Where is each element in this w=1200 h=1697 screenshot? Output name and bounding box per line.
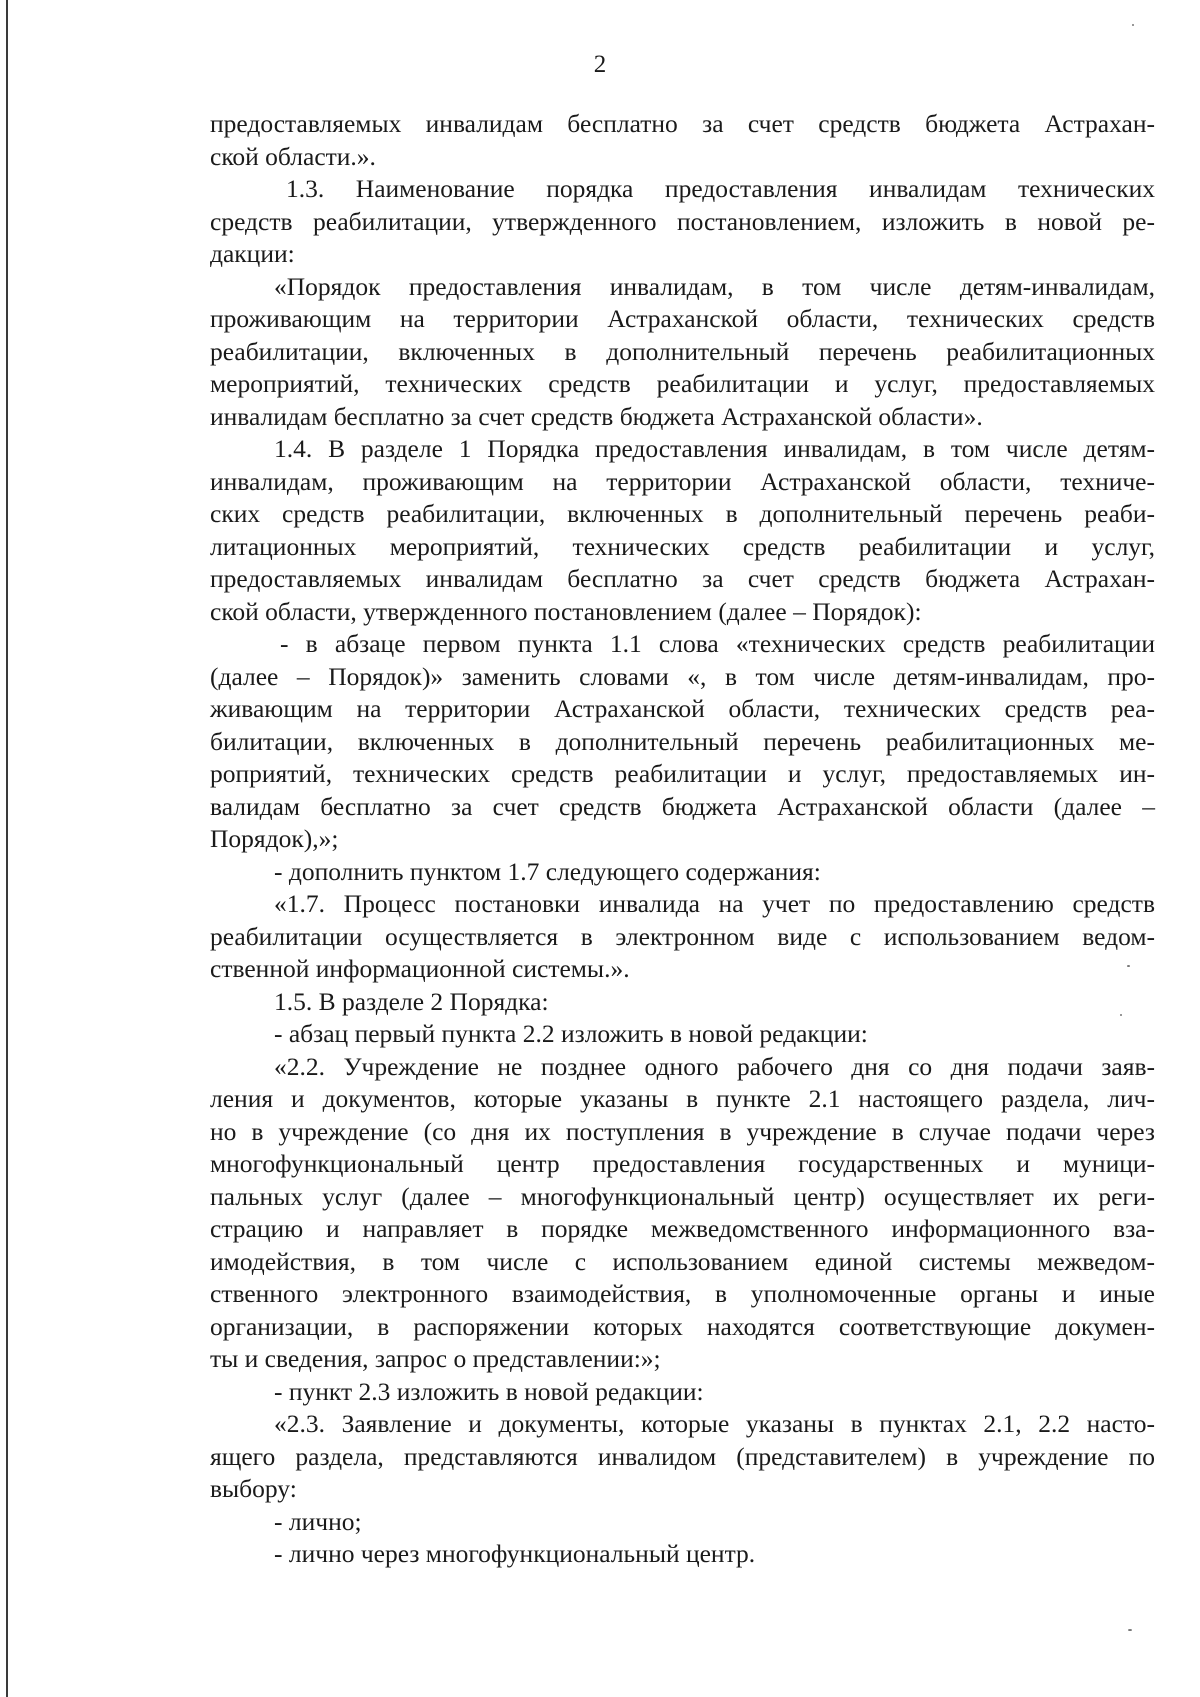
text-line: имодействия, в том числе с использованием единой системы межведом- (210, 1246, 1155, 1276)
text-line: предоставляемых инвалидам бесплатно за счет средств бюджета Астрахан- (210, 564, 1155, 593)
text-line: реабилитации, включенных в дополнительный перечень реабилитационных (210, 336, 1155, 366)
text-line: (далее – Порядок)» заменить словами «, в том числе детям-инвалидам, про- (210, 661, 1155, 691)
text-line: литационных мероприятий, технических средств реабилитации и услуг, (210, 531, 1155, 561)
text-line: ской области.». (210, 141, 376, 171)
text-line: ской области, утвержденного постановлением (далее – Порядок): (210, 596, 922, 626)
text-line: реабилитации осуществляется в электронном виде с использованием ведом- (210, 921, 1155, 951)
scan-edge (6, 0, 8, 1697)
text-line: 1.5. В разделе 2 Порядка: (274, 986, 549, 1016)
text-line: инвалидам, проживающим на территории Астраханской области, техниче- (210, 466, 1155, 496)
text-line: 1.3. Наименование порядка предоставления инвалидам технических (286, 174, 1155, 203)
text-line: инвалидам бесплатно за счет средств бюджета Астраханской области». (210, 401, 983, 431)
text-line: мероприятий, технических средств реабилитации и услуг, предоставляемых (210, 369, 1155, 398)
scan-speck (1128, 1629, 1132, 1631)
text-line: организации, в распоряжении которых находятся соответствующие докумен- (210, 1311, 1155, 1341)
text-line: роприятий, технических средств реабилитации и услуг, предоставляемых ин- (210, 759, 1155, 788)
text-line: Порядок),»; (210, 824, 339, 853)
text-line: ских средств реабилитации, включенных в дополнительный перечень реаби- (210, 499, 1155, 528)
text-line: билитации, включенных в дополнительный перечень реабилитационных ме- (210, 726, 1155, 756)
text-line: страцию и направляет в порядке межведомственного информационного вза- (210, 1214, 1155, 1243)
text-line: ственной информационной системы.». (210, 954, 630, 983)
text-line: проживающим на территории Астраханской области, технических средств (210, 304, 1155, 333)
text-line: «2.2. Учреждение не позднее одного рабочего дня со дня подачи заяв- (274, 1051, 1155, 1081)
text-line: ты и сведения, запрос о представлении:»; (210, 1344, 661, 1373)
scan-speck (1132, 24, 1134, 26)
text-line: ящего раздела, представляются инвалидом (представителем) в учреждение по (210, 1441, 1155, 1471)
text-line: предоставляемых инвалидам бесплатно за счет средств бюджета Астрахан- (210, 109, 1155, 138)
text-line: средств реабилитации, утвержденного постановлением, изложить в новой ре- (210, 206, 1155, 236)
text-line: ственного электронного взаимодействия, в уполномоченные органы и иные (210, 1279, 1155, 1308)
text-line: - в абзаце первом пункта 1.1 слова «технических средств реабилитации (280, 629, 1155, 658)
text-line: - лично; (274, 1506, 362, 1536)
document-body (210, 108, 1155, 1571)
text-line: многофункциональный центр предоставления государственных и муници- (210, 1149, 1155, 1178)
text-line: - лично через многофункциональный центр. (274, 1539, 756, 1568)
scan-speck (1120, 1014, 1122, 1016)
text-line: - дополнить пунктом 1.7 следующего содержания: (274, 856, 821, 886)
text-line: ления и документов, которые указаны в пункте 2.1 настоящего раздела, лич- (210, 1084, 1155, 1113)
text-line: «Порядок предоставления инвалидам, в том числе детям-инвалидам, (274, 271, 1155, 301)
page-number: 2 (593, 51, 607, 78)
text-line: выбору: (210, 1474, 297, 1503)
text-line: 1.4. В разделе 1 Порядка предоставления инвалидам, в том числе детям- (274, 434, 1155, 463)
text-line: дакции: (210, 239, 295, 268)
text-line: живающим на территории Астраханской области, технических средств реа- (210, 694, 1155, 723)
text-line: но в учреждение (со дня их поступления в учреждение в случае подачи через (210, 1116, 1155, 1146)
text-line: - абзац первый пункта 2.2 изложить в новой редакции: (274, 1019, 868, 1048)
scan-speck (1127, 965, 1130, 967)
text-line: пальных услуг (далее – многофункциональный центр) осуществляет их реги- (210, 1181, 1155, 1211)
text-line: «2.3. Заявление и документы, которые указаны в пунктах 2.1, 2.2 насто- (274, 1409, 1155, 1438)
text-line: валидам бесплатно за счет средств бюджета Астраханской области (далее – (210, 791, 1155, 821)
text-line: «1.7. Процесс постановки инвалида на учет по предоставлению средств (274, 889, 1155, 918)
text-line: - пункт 2.3 изложить в новой редакции: (274, 1376, 704, 1406)
